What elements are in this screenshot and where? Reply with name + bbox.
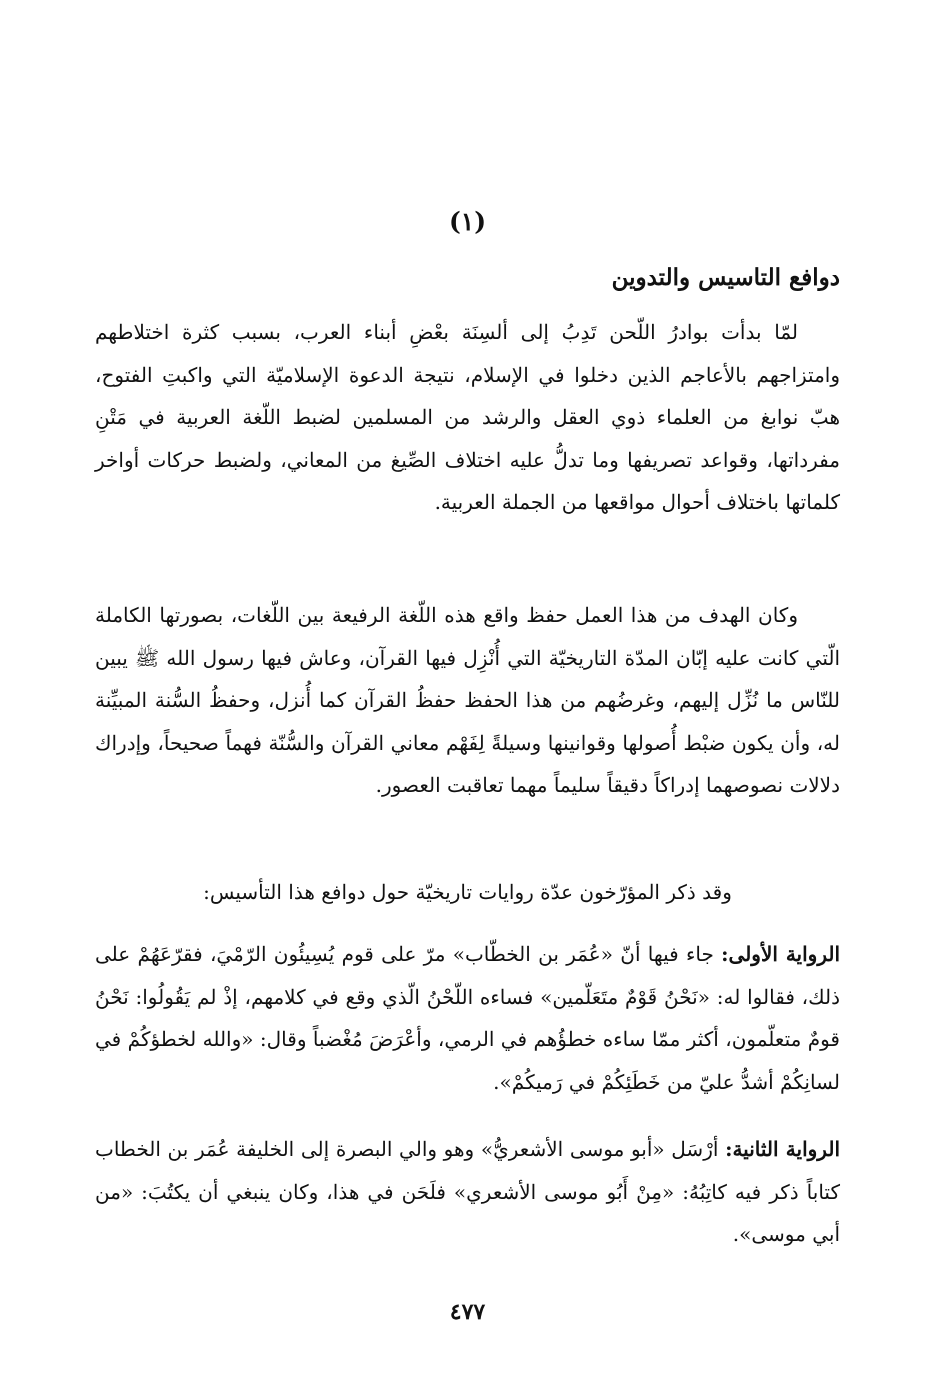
second-narration-text: أرْسَل «أبو موسى الأشعريُّ» وهو والي البصرة إلى الخليفة عُمَر بن الخطاب كتاباً ذكر فيه كاتِبُهُ: «مِنْ أَبُو موسى الأشعري» فلَحَن في هذا، وكان ينبغي أن يكتُبَ: «من أبي موسى». [95, 1137, 840, 1246]
paragraph-narrations-intro: وقد ذكر المؤرّخون عدّة روايات تاريخيّة حول دوافع هذا التأسيس: [203, 880, 732, 904]
second-narration-heading: الرواية الثانية: [725, 1137, 840, 1161]
first-narration-heading: الرواية الأولى: [721, 942, 841, 966]
paragraph-first-narration [95, 933, 840, 1103]
paragraph-second-narration [95, 1128, 840, 1256]
page-number: ٤٧٧ [449, 1299, 486, 1325]
section-title: دوافع التاسيس والتدوين [611, 264, 840, 291]
book-page [95, 0, 840, 1384]
paragraph-goal: وكان الهدف من هذا العمل حفظ واقع هذه اللّغة الرفيعة بين اللّغات، بصورتها الكاملة الّتي كانت عليه إبّان المدّة التاريخيّة التي أُنْزِل فيها القرآن، وعاش فيها رسول الله ﷺ يبين للنّاس ما نُزِّل إليهم، وغرضُهم من هذا الحفظ حفظُ القرآن كما أُنزل، وحفظُ السُّنة المبيِّنة له، وأن يكون ضبْط أُصولها وقوانينها وسيلةً لِفَهْم معاني القرآن والسُّنّة فهماً صحيحاً، وإدراك دلالات نصوصهما إدراكاً دقيقاً سليماً مهما تعاقبت العصور. [95, 603, 840, 797]
chapter-number: (١) [448, 207, 487, 236]
first-narration-text: جاء فيها أنّ «عُمَر بن الخطّاب» مرّ على قوم يُسِيئُون الرّمْيَ، فقرّعَهُمْ على ذلك، فقالوا له: «نَحْنُ قَوْمٌ متَعَلّمين» فساءه اللّحْنُ الّذي وقع في كلامهم، إذْ لم يَقُولُوا: نَحْنُ قومٌ متعلّمون، أكثر ممّا ساءه خطؤُهم في الرمي، وأعْرَضَ مُغْضباً وقال: «والله لخطؤكُمْ في لسانِكُمْ أشدُّ عليّ من خَطَئِكُمْ في رَميكُمْ». [95, 942, 840, 1094]
paragraph-causes: لمّا بدأت بوادرُ اللّحن تَدِبُ إلى ألسِنَة بعْضِ أبناء العرب، بسبب كثرة اختلاطهم وامتزاجهم بالأعاجم الذين دخلوا في الإسلام، نتيجة الدعوة الإسلاميّة التي واكبتِ الفتوح، هبّ نوابغ من العلماء ذوي العقل والرشد من المسلمين لضبط اللّغة العربية في مَتْنِ مفرداتها، وقواعد تصريفها وما تدلُّ عليه اختلاف الصِّيغ من المعاني، ولضبط حركات أواخر كلماتها باختلاف أحوال مواقعها من الجملة العربية. [95, 320, 841, 514]
